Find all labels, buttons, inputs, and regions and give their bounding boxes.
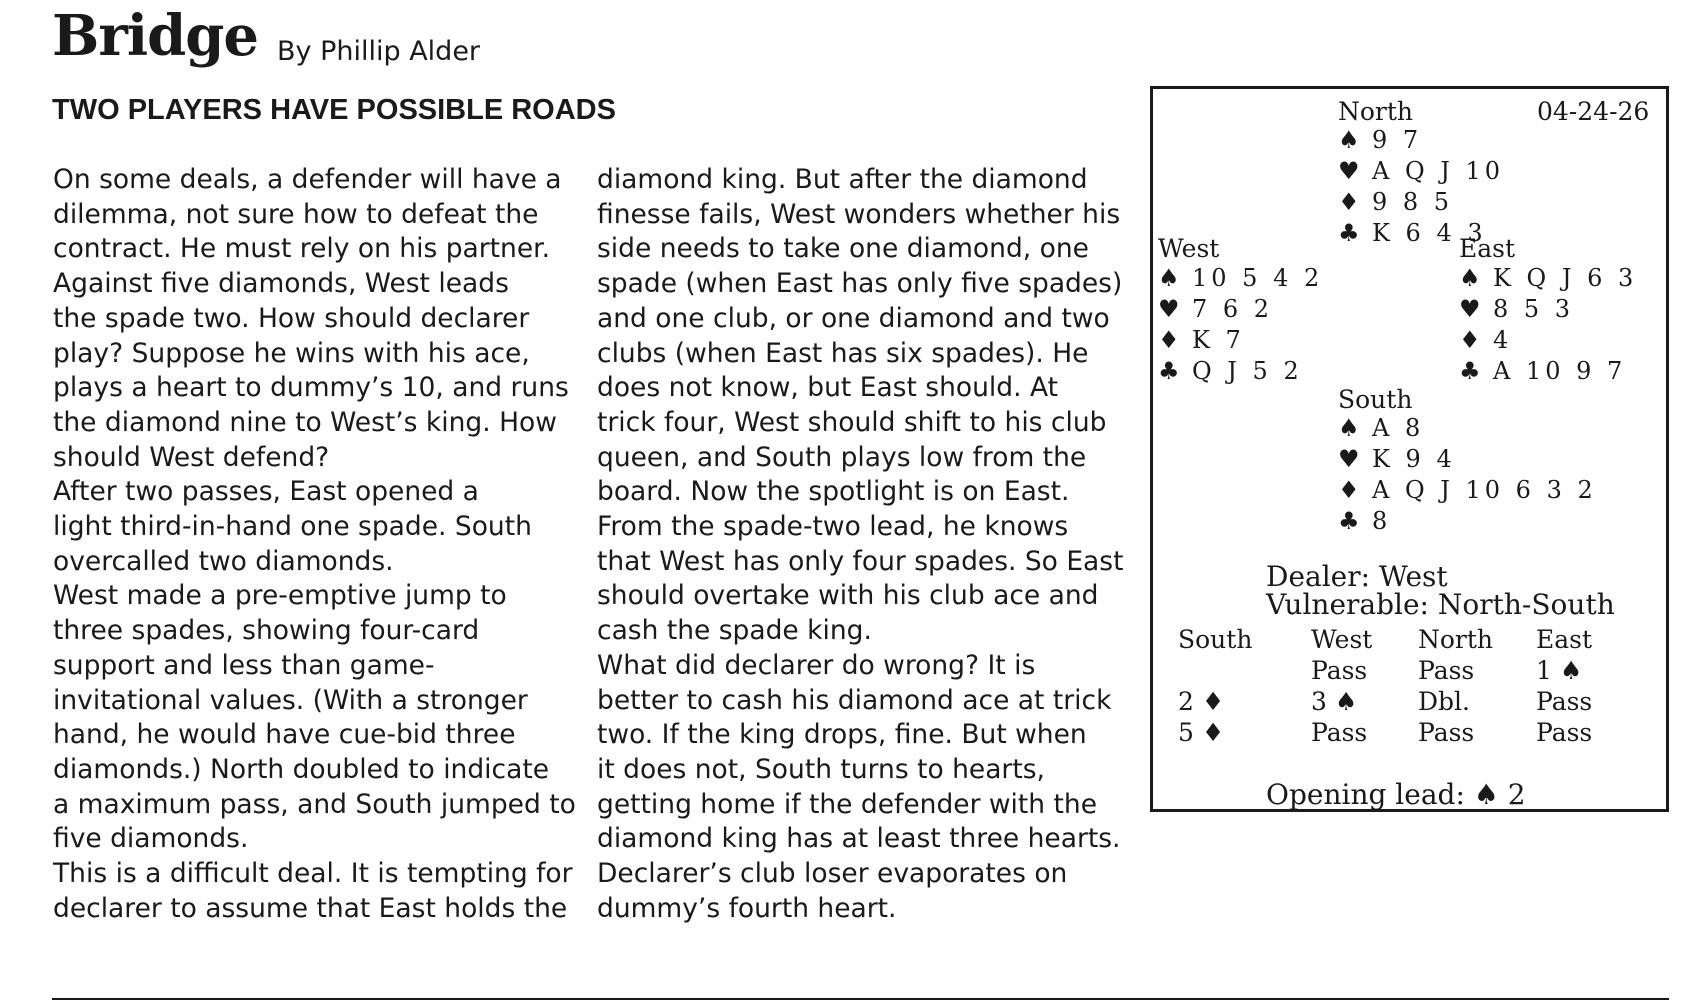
auction-bid: Pass xyxy=(1418,718,1475,747)
auction-bid: 3 ♠ xyxy=(1311,687,1358,716)
page-title: Bridge xyxy=(52,3,259,69)
west-spades: ♠ 10 5 4 2 xyxy=(1158,264,1324,292)
text-line: declarer to assume that East holds the xyxy=(53,892,568,924)
heart-icon: ♥ xyxy=(1338,157,1360,185)
byline: By Phillip Alder xyxy=(277,36,481,67)
text-line: better to cash his diamond ace at trick xyxy=(597,684,1112,716)
auction-bid: Pass xyxy=(1311,718,1368,747)
text-line: From the spade-two lead, he knows xyxy=(597,511,1069,543)
auction-header: East xyxy=(1536,625,1593,654)
east-hearts: ♥ 8 5 3 xyxy=(1459,295,1575,323)
west-hearts: ♥ 7 6 2 xyxy=(1158,295,1274,323)
club-icon: ♣ xyxy=(1338,219,1360,247)
text-line: plays a heart to dummy’s 10, and runs xyxy=(53,372,569,404)
text-line: Against five diamonds, West leads xyxy=(53,268,509,300)
article-column-1 xyxy=(53,163,576,926)
text-line: contract. He must rely on his partner. xyxy=(53,233,551,265)
text-line: Declarer’s club loser evaporates on xyxy=(597,858,1068,890)
south-spades: ♠ A 8 xyxy=(1338,414,1425,442)
auction-bid: Pass xyxy=(1418,656,1475,685)
text-line: finesse fails, West wonders whether his xyxy=(597,198,1121,230)
headline: TWO PLAYERS HAVE POSSIBLE ROADS xyxy=(52,94,616,126)
west-hand xyxy=(1158,263,1323,387)
article-column-2 xyxy=(597,163,1124,926)
diamond-icon: ♦ xyxy=(1338,188,1360,216)
text-line: West made a pre-emptive jump to xyxy=(53,580,507,612)
heart-icon: ♥ xyxy=(1338,445,1360,473)
north-clubs: ♣ K 6 4 3 xyxy=(1338,219,1487,247)
heart-icon: ♥ xyxy=(1459,295,1481,323)
text-line: dilemma, not sure how to defeat the xyxy=(53,198,539,230)
date-label: 04-24-26 xyxy=(1537,97,1650,126)
text-line: that West has only four spades. So East xyxy=(597,545,1124,577)
text-line: it does not, South turns to hearts, xyxy=(597,753,1045,785)
text-line: hand, he would have cue-bid three xyxy=(53,719,516,751)
text-line: invitational values. (With a stronger xyxy=(53,684,528,716)
auction-header: South xyxy=(1178,625,1253,654)
south-label: South xyxy=(1338,385,1413,414)
auction-bid: Pass xyxy=(1536,687,1593,716)
text-line: the diamond nine to West’s king. How xyxy=(53,406,557,438)
north-diamonds: ♦ 9 8 5 xyxy=(1338,188,1454,216)
text-line: a maximum pass, and South jumped to xyxy=(53,788,576,820)
bottom-rule xyxy=(52,998,1669,1000)
text-line: This is a difficult deal. It is tempting for xyxy=(53,858,573,890)
east-spades: ♠ K Q J 6 3 xyxy=(1459,264,1638,292)
north-spades: ♠ 9 7 xyxy=(1338,126,1423,154)
text-line: side needs to take one diamond, one xyxy=(597,233,1089,265)
auction-bid: Dbl. xyxy=(1418,687,1470,716)
south-hand xyxy=(1338,413,1597,537)
north-hearts: ♥ A Q J 10 xyxy=(1338,157,1505,185)
text-line: queen, and South plays low from the xyxy=(597,441,1087,473)
diamond-icon: ♦ xyxy=(1158,326,1180,354)
auction-bid: 1 ♠ xyxy=(1536,656,1583,685)
text-line: should overtake with his club ace and xyxy=(597,580,1099,612)
east-label: East xyxy=(1459,234,1516,263)
text-line: After two passes, East opened a xyxy=(53,476,479,508)
heart-icon: ♥ xyxy=(1158,295,1180,323)
text-line: diamond king has at least three hearts. xyxy=(597,823,1121,855)
spade-icon: ♠ xyxy=(1338,126,1360,154)
north-label: North xyxy=(1338,97,1414,126)
text-line: trick four, West should shift to his club xyxy=(597,406,1107,438)
auction-bid: Pass xyxy=(1311,656,1368,685)
text-line: diamonds.) North doubled to indicate xyxy=(53,753,550,785)
text-line: play? Suppose he wins with his ace, xyxy=(53,337,530,369)
diamond-icon: ♦ xyxy=(1338,476,1360,504)
east-hand xyxy=(1459,263,1637,387)
west-label: West xyxy=(1158,234,1220,263)
text-line: overcalled two diamonds. xyxy=(53,545,394,577)
north-hand xyxy=(1338,125,1504,249)
text-line: support and less than game- xyxy=(53,649,435,681)
text-line: and one club, or one diamond and two xyxy=(597,302,1110,334)
spade-icon: ♠ xyxy=(1338,414,1360,442)
text-line: two. If the king drops, fine. But when xyxy=(597,719,1087,751)
west-clubs: ♣ Q J 5 2 xyxy=(1158,357,1303,385)
auction-header: North xyxy=(1418,625,1494,654)
text-line: What did declarer do wrong? It is xyxy=(597,649,1036,681)
diamond-icon: ♦ xyxy=(1459,326,1481,354)
south-diamonds: ♦ A Q J 10 6 3 2 xyxy=(1338,476,1597,504)
text-line: five diamonds. xyxy=(53,823,249,855)
text-line: cash the spade king. xyxy=(597,615,872,647)
auction-bid: Pass xyxy=(1536,718,1593,747)
text-line: On some deals, a defender will have a xyxy=(53,164,562,195)
club-icon: ♣ xyxy=(1459,357,1481,385)
east-clubs: ♣ A 10 9 7 xyxy=(1459,357,1627,385)
text-line: diamond king. But after the diamond xyxy=(597,164,1088,195)
text-line: spade (when East has only five spades) xyxy=(597,268,1123,300)
auction-bid: 5 ♦ xyxy=(1178,718,1225,747)
auction-bid: 2 ♦ xyxy=(1178,687,1225,716)
text-line: dummy’s fourth heart. xyxy=(597,892,897,924)
text-line: getting home if the defender with the xyxy=(597,788,1098,820)
opening-lead: Opening lead: ♠ 2 xyxy=(1266,778,1526,811)
south-hearts: ♥ K 9 4 xyxy=(1338,445,1456,473)
vulnerable-label: Vulnerable: North-South xyxy=(1266,588,1615,621)
dealer-label: Dealer: West xyxy=(1266,560,1448,593)
text-line: the spade two. How should declarer xyxy=(53,302,530,334)
text-line: board. Now the spotlight is on East. xyxy=(597,476,1070,508)
east-diamonds: ♦ 4 xyxy=(1459,326,1513,354)
spade-icon: ♠ xyxy=(1459,264,1481,292)
auction-header: West xyxy=(1311,625,1373,654)
west-diamonds: ♦ K 7 xyxy=(1158,326,1245,354)
club-icon: ♣ xyxy=(1158,357,1180,385)
text-line: light third-in-hand one spade. South xyxy=(53,511,532,543)
south-clubs: ♣ 8 xyxy=(1338,507,1392,535)
text-line: three spades, showing four-card xyxy=(53,615,480,647)
club-icon: ♣ xyxy=(1338,507,1360,535)
spade-icon: ♠ xyxy=(1158,264,1180,292)
bridge-diagram xyxy=(1150,86,1669,812)
text-line: should West defend? xyxy=(53,441,330,473)
text-line: does not know, but East should. At xyxy=(597,372,1058,404)
text-line: clubs (when East has six spades). He xyxy=(597,337,1089,369)
